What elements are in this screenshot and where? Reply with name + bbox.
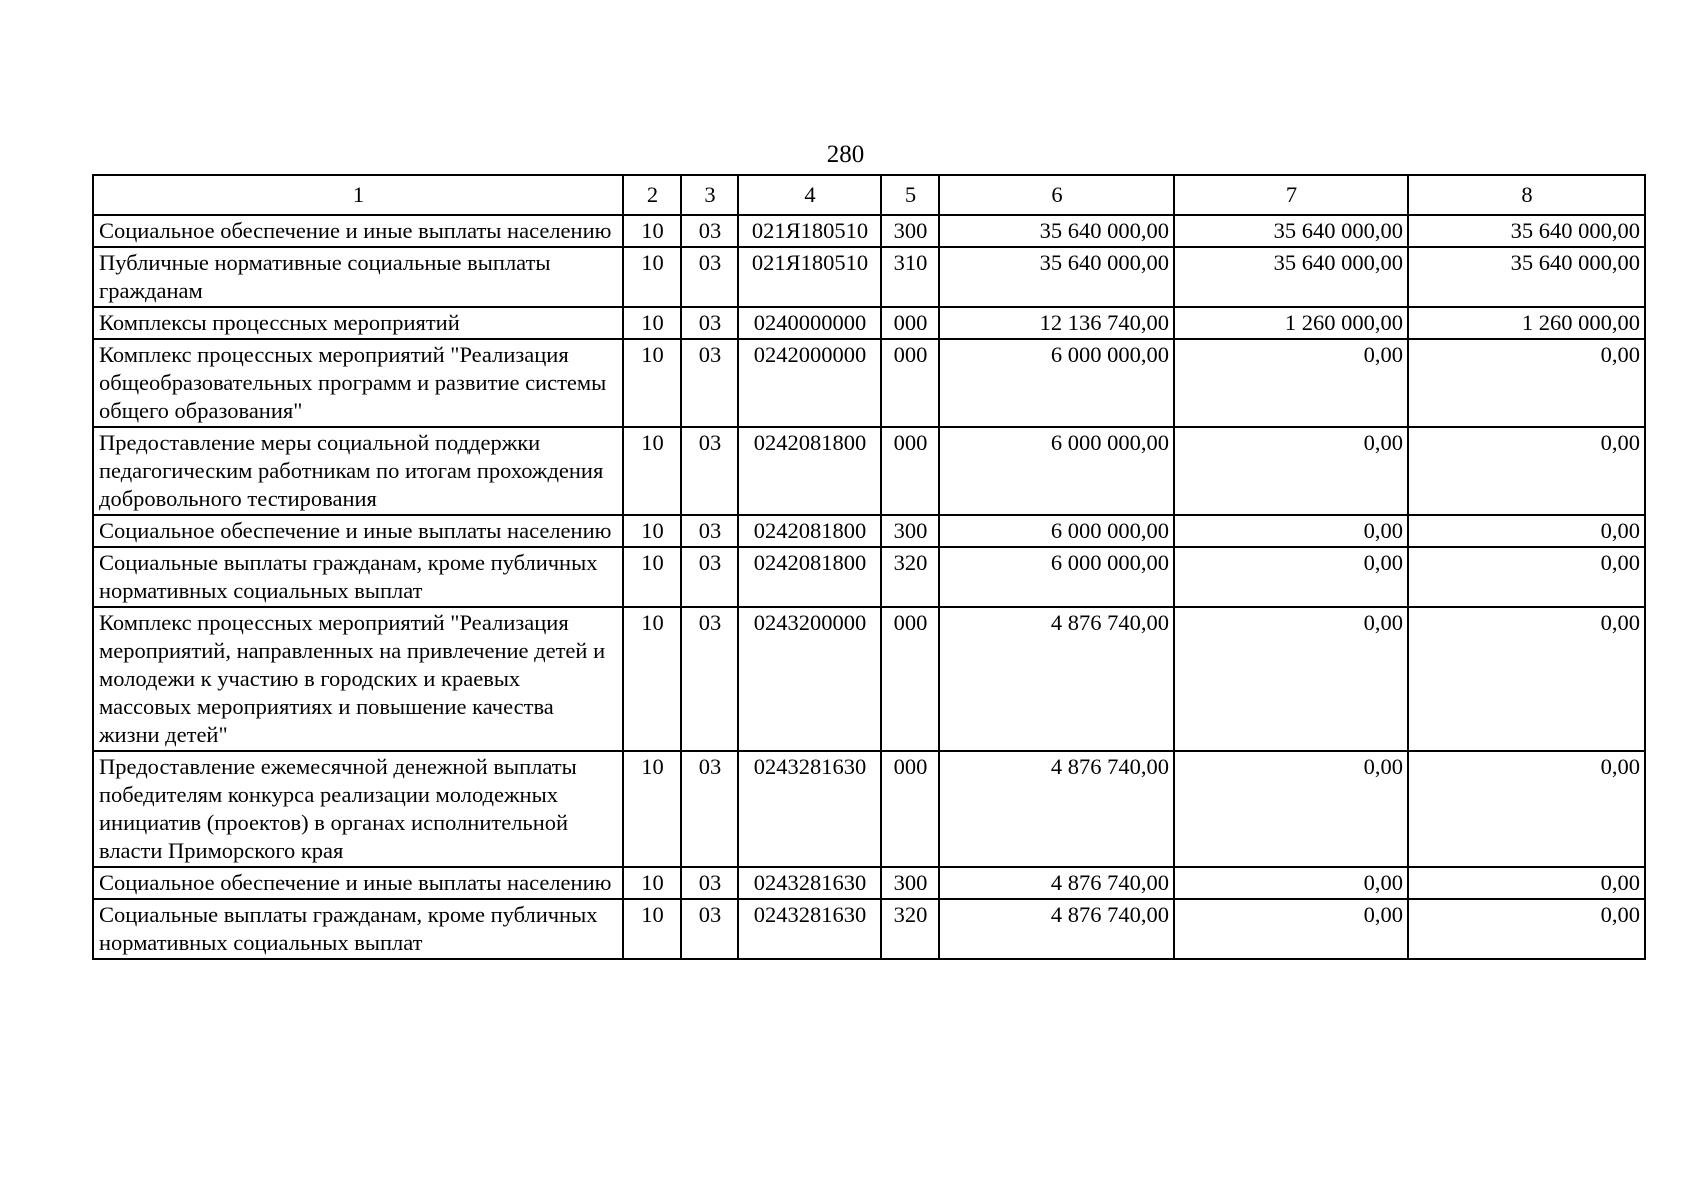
row-target-code: 0242081800 [738,427,881,515]
row-type-code: 000 [881,751,939,867]
row-amount-col7: 0,00 [1174,427,1408,515]
row-amount-col7: 1 260 000,00 [1174,307,1408,339]
row-amount-col6: 6 000 000,00 [939,427,1174,515]
table-row [93,215,1645,247]
header-col-8: 8 [1408,175,1645,215]
row-subsection: 03 [681,899,738,959]
row-amount-col7: 35 640 000,00 [1174,247,1408,307]
row-target-code: 021Я180510 [738,247,881,307]
row-amount-col8: 0,00 [1408,515,1645,547]
row-amount-col7: 0,00 [1174,339,1408,427]
row-name: Предоставление меры социальной поддержки педагогическим работникам по итогам прохождения добровольного тестирования [93,427,623,515]
row-target-code: 0240000000 [738,307,881,339]
row-amount-col7: 0,00 [1174,547,1408,607]
row-name: Комплекс процессных мероприятий "Реализация общеобразовательных программ и развитие системы общего образования" [93,339,623,427]
row-target-code: 0243281630 [738,751,881,867]
header-col-1: 1 [93,175,623,215]
page-number: 280 [826,141,865,168]
row-subsection: 03 [681,515,738,547]
row-section: 10 [623,515,681,547]
row-amount-col8: 1 260 000,00 [1408,307,1645,339]
row-target-code: 0243200000 [738,607,881,751]
row-type-code: 300 [881,215,939,247]
row-name: Комплексы процессных мероприятий [93,307,623,339]
row-target-code: 0243281630 [738,899,881,959]
row-subsection: 03 [681,427,738,515]
row-amount-col7: 35 640 000,00 [1174,215,1408,247]
row-section: 10 [623,899,681,959]
budget-table [92,174,1646,960]
row-type-code: 300 [881,515,939,547]
row-type-code: 000 [881,339,939,427]
row-amount-col6: 4 876 740,00 [939,899,1174,959]
table-row [93,867,1645,899]
table-row [93,247,1645,307]
row-amount-col6: 6 000 000,00 [939,339,1174,427]
row-subsection: 03 [681,751,738,867]
row-type-code: 310 [881,247,939,307]
header-col-6: 6 [939,175,1174,215]
row-target-code: 021Я180510 [738,215,881,247]
row-amount-col7: 0,00 [1174,867,1408,899]
row-section: 10 [623,339,681,427]
row-amount-col6: 4 876 740,00 [939,751,1174,867]
row-section: 10 [623,215,681,247]
row-amount-col8: 0,00 [1408,547,1645,607]
row-subsection: 03 [681,247,738,307]
row-subsection: 03 [681,339,738,427]
header-col-3: 3 [681,175,738,215]
row-subsection: 03 [681,607,738,751]
row-amount-col8: 35 640 000,00 [1408,215,1645,247]
row-amount-col6: 6 000 000,00 [939,515,1174,547]
table-row [93,899,1645,959]
row-name: Социальные выплаты гражданам, кроме публичных нормативных социальных выплат [93,899,623,959]
row-target-code: 0242000000 [738,339,881,427]
row-subsection: 03 [681,307,738,339]
row-type-code: 000 [881,607,939,751]
table-row [93,427,1645,515]
row-amount-col8: 35 640 000,00 [1408,247,1645,307]
row-target-code: 0243281630 [738,867,881,899]
table-row [93,751,1645,867]
table-row [93,339,1645,427]
header-col-5: 5 [881,175,939,215]
row-amount-col6: 6 000 000,00 [939,547,1174,607]
row-amount-col8: 0,00 [1408,427,1645,515]
header-row [93,175,1645,215]
row-section: 10 [623,867,681,899]
row-amount-col6: 35 640 000,00 [939,215,1174,247]
row-amount-col7: 0,00 [1174,751,1408,867]
row-type-code: 320 [881,899,939,959]
row-section: 10 [623,307,681,339]
row-amount-col8: 0,00 [1408,339,1645,427]
row-type-code: 000 [881,307,939,339]
row-section: 10 [623,547,681,607]
row-amount-col6: 35 640 000,00 [939,247,1174,307]
row-amount-col8: 0,00 [1408,899,1645,959]
row-name: Социальное обеспечение и иные выплаты населению [93,215,623,247]
header-col-7: 7 [1174,175,1408,215]
header-col-2: 2 [623,175,681,215]
row-name: Предоставление ежемесячной денежной выплаты победителям конкурса реализации молодежных инициатив (проектов) в органах исполнительной власти Приморского края [93,751,623,867]
row-amount-col7: 0,00 [1174,515,1408,547]
row-section: 10 [623,751,681,867]
row-amount-col8: 0,00 [1408,751,1645,867]
row-name: Публичные нормативные социальные выплаты гражданам [93,247,623,307]
row-amount-col8: 0,00 [1408,607,1645,751]
row-name: Социальное обеспечение и иные выплаты населению [93,867,623,899]
row-section: 10 [623,427,681,515]
row-name: Социальные выплаты гражданам, кроме публичных нормативных социальных выплат [93,547,623,607]
row-subsection: 03 [681,215,738,247]
row-amount-col7: 0,00 [1174,607,1408,751]
row-amount-col6: 12 136 740,00 [939,307,1174,339]
row-amount-col7: 0,00 [1174,899,1408,959]
table-row [93,607,1645,751]
row-type-code: 300 [881,867,939,899]
row-name: Социальное обеспечение и иные выплаты населению [93,515,623,547]
row-amount-col6: 4 876 740,00 [939,867,1174,899]
table-row [93,307,1645,339]
row-amount-col6: 4 876 740,00 [939,607,1174,751]
row-subsection: 03 [681,867,738,899]
table-row [93,515,1645,547]
row-type-code: 320 [881,547,939,607]
row-section: 10 [623,607,681,751]
header-col-4: 4 [738,175,881,215]
row-subsection: 03 [681,547,738,607]
table-row [93,547,1645,607]
row-target-code: 0242081800 [738,515,881,547]
row-name: Комплекс процессных мероприятий "Реализация мероприятий, направленных на привлечение детей и молодежи к участию в городских и краевых массовых мероприятиях и повышение качества жизни детей" [93,607,623,751]
row-target-code: 0242081800 [738,547,881,607]
row-type-code: 000 [881,427,939,515]
row-section: 10 [623,247,681,307]
row-amount-col8: 0,00 [1408,867,1645,899]
